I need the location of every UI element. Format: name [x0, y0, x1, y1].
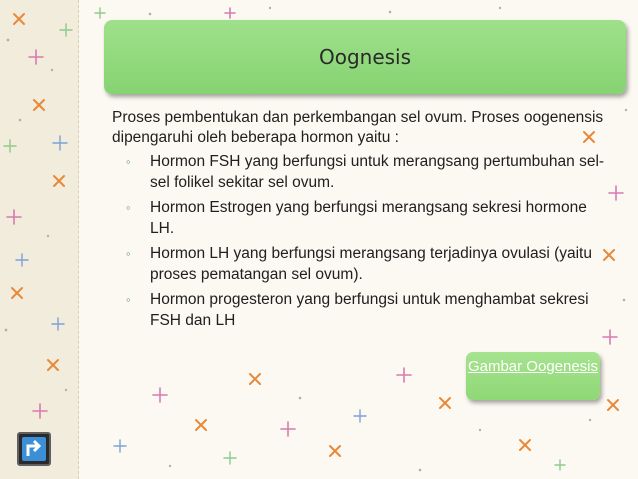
bullet-marker: ◦ [126, 246, 131, 261]
slide-title: Oognesis [318, 45, 412, 69]
bullet-marker: ◦ [126, 154, 131, 169]
list-item [112, 290, 612, 331]
intro-paragraph: Proses pembentukan dan perkembangan sel ovum. Proses oogenensis dipengaruhi oleh beberapa hormon yaitu : [112, 109, 604, 146]
slide-body [112, 108, 612, 336]
gambar-oogenesis-label[interactable]: Gambar Oogenesis [467, 358, 599, 375]
hormone-list [112, 152, 612, 331]
gambar-oogenesis-link-button[interactable] [466, 352, 600, 400]
title-banner [104, 20, 626, 94]
hormone-estrogen-text: Hormon Estrogen yang berfungsi merangsang sekresi hormone LH. [150, 199, 587, 237]
home-return-icon[interactable] [19, 434, 49, 464]
hormone-lh-text: Hormon LH yang berfungsi merangsang terjadinya ovulasi (yaitu proses pematangan sel ovum). [150, 245, 592, 283]
hormone-progesteron-text: Hormon progesteron yang berfungsi untuk menghambat sekresi FSH dan LH [150, 291, 589, 329]
list-item [112, 244, 612, 285]
list-item [112, 198, 612, 239]
bullet-marker: ◦ [126, 292, 131, 307]
list-item [112, 152, 612, 193]
bullet-marker: ◦ [126, 200, 131, 215]
home-return-button[interactable] [17, 432, 51, 466]
hormone-fsh-text: Hormon FSH yang berfungsi untuk merangsang pertumbuhan sel-sel folikel sekitar sel ovum. [150, 153, 605, 191]
